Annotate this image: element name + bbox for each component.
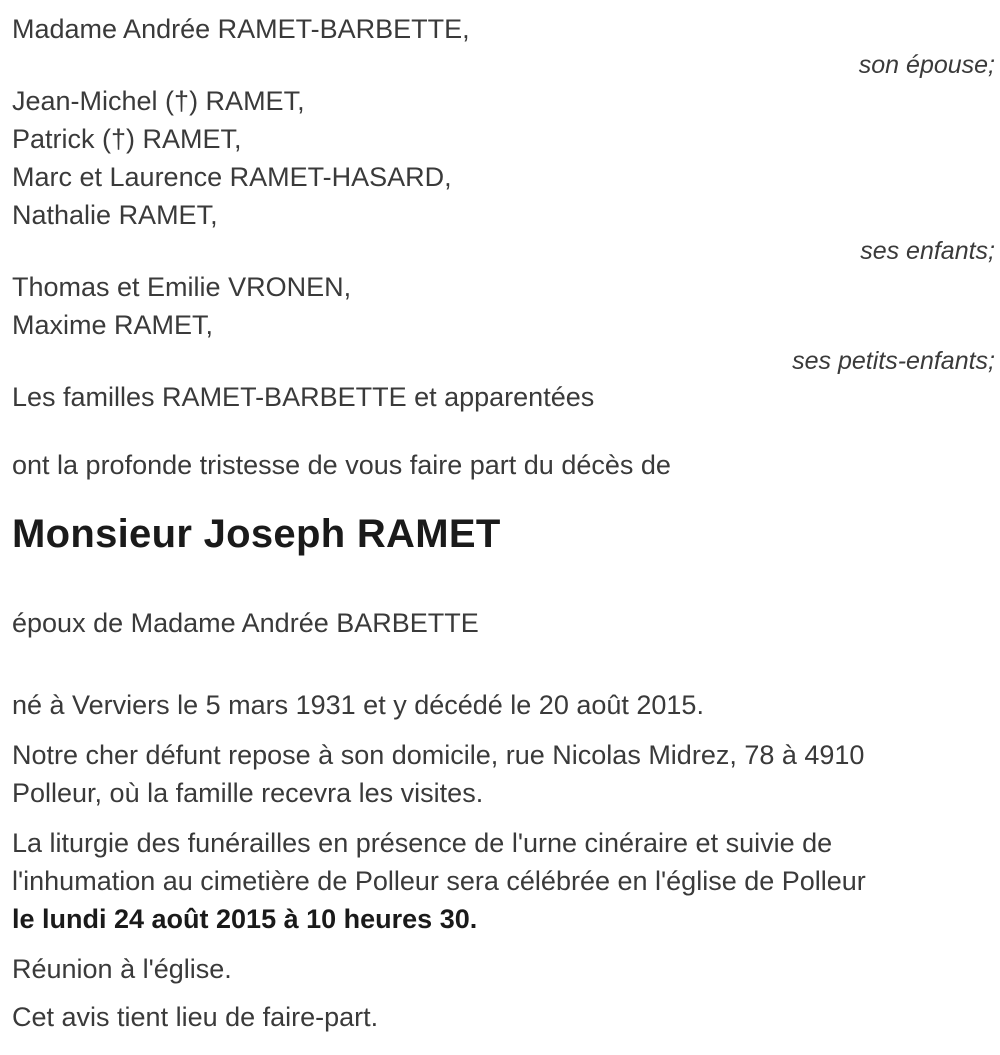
meeting-line: Réunion à l'église. [12, 954, 232, 984]
child-name-line: Jean-Michel (†) RAMET, [12, 86, 305, 116]
relationship-line: époux de Madame Andrée BARBETTE [12, 608, 479, 638]
deceased-name-heading: Monsieur Joseph RAMET [12, 512, 501, 556]
ceremony-line-2: l'inhumation au cimetière de Polleur sera célébrée en l'église de Polleur [12, 866, 866, 896]
grandchild-name-line: Thomas et Emilie VRONEN, [12, 272, 352, 302]
ceremony-datetime-line: le lundi 24 août 2015 à 10 heures 30. [12, 904, 478, 934]
children-relation-label: ses enfants; [860, 237, 995, 265]
repose-paragraph [12, 736, 997, 812]
ceremony-line-1: La liturgie des funérailles en présence de l'urne cinéraire et suivie de [12, 828, 833, 858]
repose-line-1: Notre cher défunt repose à son domicile, rue Nicolas Midrez, 78 à 4910 [12, 740, 865, 770]
spouse-relation-label: son épouse; [858, 51, 995, 79]
child-name-line: Patrick (†) RAMET, [12, 124, 242, 154]
grandchildren-relation-label: ses petits-enfants; [792, 347, 995, 375]
grandchild-name-line: Maxime RAMET, [12, 310, 214, 340]
repose-line-2: Polleur, où la famille recevra les visites. [12, 778, 484, 808]
spouse-name-line: Madame Andrée RAMET-BARBETTE, [12, 14, 470, 44]
announcement-line: ont la profonde tristesse de vous faire part du décès de [12, 450, 671, 480]
child-name-line: Nathalie RAMET, [12, 200, 218, 230]
families-line: Les familles RAMET-BARBETTE et apparentées [12, 382, 595, 412]
ceremony-paragraph [12, 824, 997, 938]
footer-notice-line: Cet avis tient lieu de faire-part. [12, 1002, 379, 1032]
child-name-line: Marc et Laurence RAMET-HASARD, [12, 162, 452, 192]
life-dates-line: né à Verviers le 5 mars 1931 et y décédé le 20 août 2015. [12, 690, 704, 720]
